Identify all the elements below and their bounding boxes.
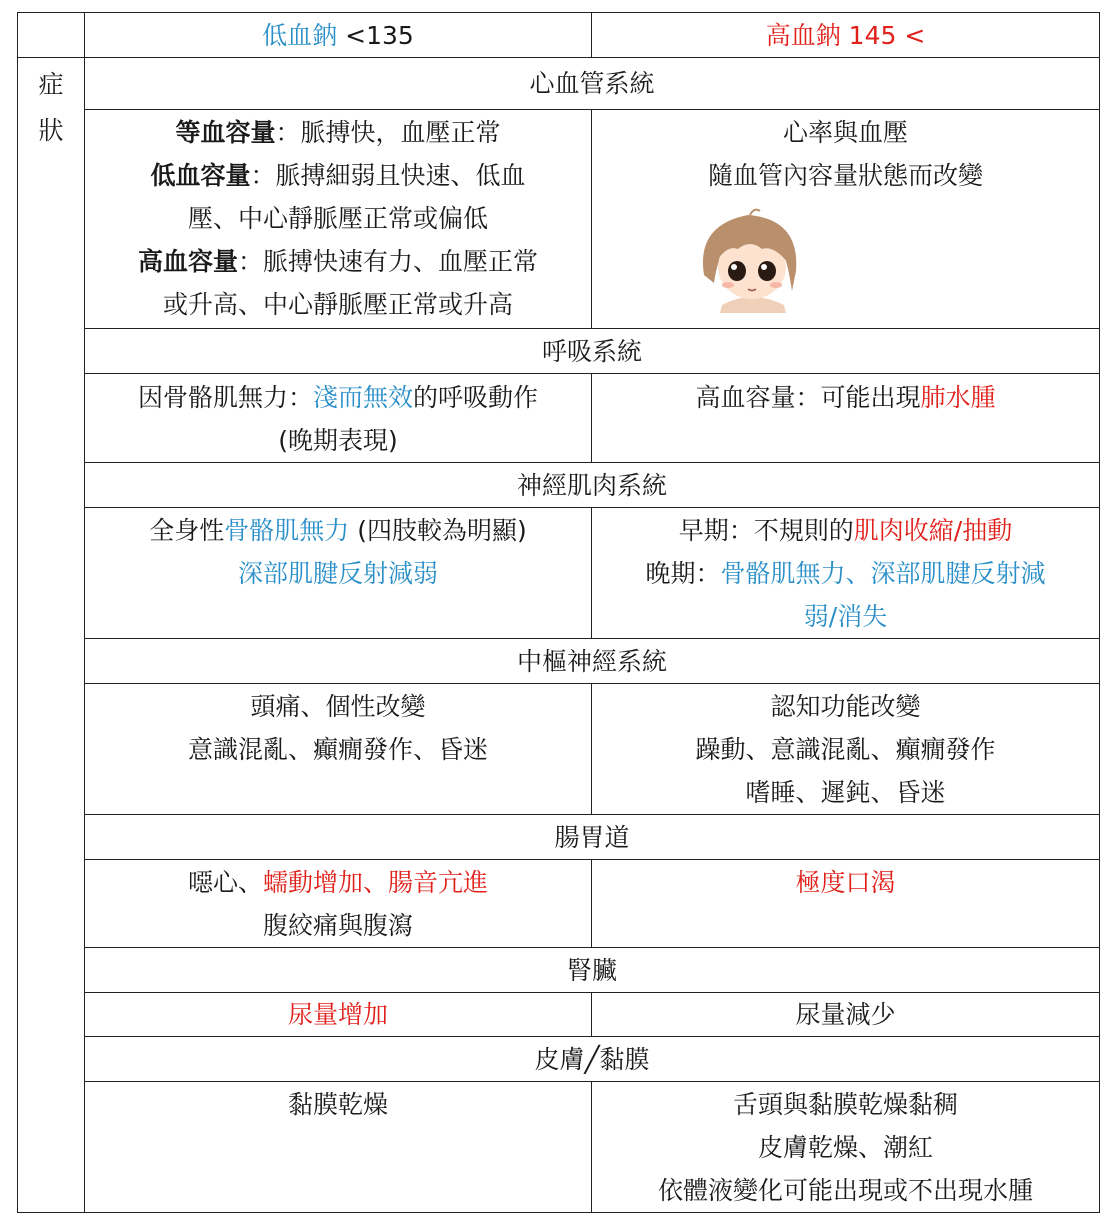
- resp-left-cell: 因骨骼肌無力：淺而無效的呼吸動作 (晚期表現): [85, 374, 592, 463]
- section-title-row: [18, 58, 1100, 110]
- cns-title: 中樞神經系統: [85, 639, 1100, 684]
- renal-right-cell: 尿量減少: [592, 993, 1100, 1037]
- header-hypernatremia: 高血鈉 145 <: [592, 13, 1100, 58]
- gi-row: [18, 860, 1100, 948]
- symptoms-side-label: 症 狀: [18, 58, 85, 1213]
- cns-left-cell: 頭痛、個性改變 意識混亂、癲癇發作、昏迷: [85, 684, 592, 815]
- skin-row: [18, 1082, 1100, 1213]
- section-title-row: [18, 329, 1100, 374]
- renal-row: [18, 993, 1100, 1037]
- header-hyponatremia: 低血鈉 <135: [85, 13, 592, 58]
- cns-right-cell: 認知功能改變 躁動、意識混亂、癲癇發作 嗜睡、遲鈍、昏迷: [592, 684, 1100, 815]
- neuro-title: 神經肌肉系統: [85, 463, 1100, 508]
- skin-title: 皮膚╱黏膜: [85, 1037, 1100, 1082]
- cardio-left-cell: 等血容量：脈搏快，血壓正常 低血容量：脈搏細弱且快速、低血 壓、中心靜脈壓正常或偏低 高血容量：脈搏快速有力、血壓正常 或升高、中心靜脈壓正常或升高: [85, 110, 592, 329]
- section-title-row: [18, 1037, 1100, 1082]
- renal-left-cell: 尿量增加: [85, 993, 592, 1037]
- resp-row: [18, 374, 1100, 463]
- skin-right-cell: 舌頭與黏膜乾燥黏稠 皮膚乾燥、潮紅 依體液變化可能出現或不出現水腫: [592, 1082, 1100, 1213]
- gi-title: 腸胃道: [85, 815, 1100, 860]
- section-title-row: [18, 815, 1100, 860]
- resp-title: 呼吸系統: [85, 329, 1100, 374]
- neuro-row: [18, 508, 1100, 639]
- section-title-row: [18, 463, 1100, 508]
- cns-row: [18, 684, 1100, 815]
- resp-right-cell: 高血容量：可能出現肺水腫: [592, 374, 1100, 463]
- cardio-title: 心血管系統: [85, 58, 1100, 110]
- cardio-row: [18, 110, 1100, 329]
- sodium-symptoms-table: [17, 12, 1100, 1213]
- renal-title: 腎臟: [85, 948, 1100, 993]
- cardio-right-cell: 心率與血壓 隨血管內容量狀態而改變: [592, 110, 1100, 329]
- gi-right-cell: 極度口渴: [592, 860, 1100, 948]
- cartoon-girl-illustration: [692, 205, 810, 313]
- gi-left-cell: 噁心、蠕動增加、腸音亢進 腹絞痛與腹瀉: [85, 860, 592, 948]
- section-title-row: [18, 639, 1100, 684]
- header-row: [18, 13, 1100, 58]
- header-corner: [18, 13, 85, 58]
- neuro-left-cell: 全身性骨骼肌無力 (四肢較為明顯) 深部肌腱反射減弱: [85, 508, 592, 639]
- section-title-row: [18, 948, 1100, 993]
- neuro-right-cell: 早期：不規則的肌肉收縮/抽動 晚期：骨骼肌無力、深部肌腱反射減 弱/消失: [592, 508, 1100, 639]
- skin-left-cell: 黏膜乾燥: [85, 1082, 592, 1213]
